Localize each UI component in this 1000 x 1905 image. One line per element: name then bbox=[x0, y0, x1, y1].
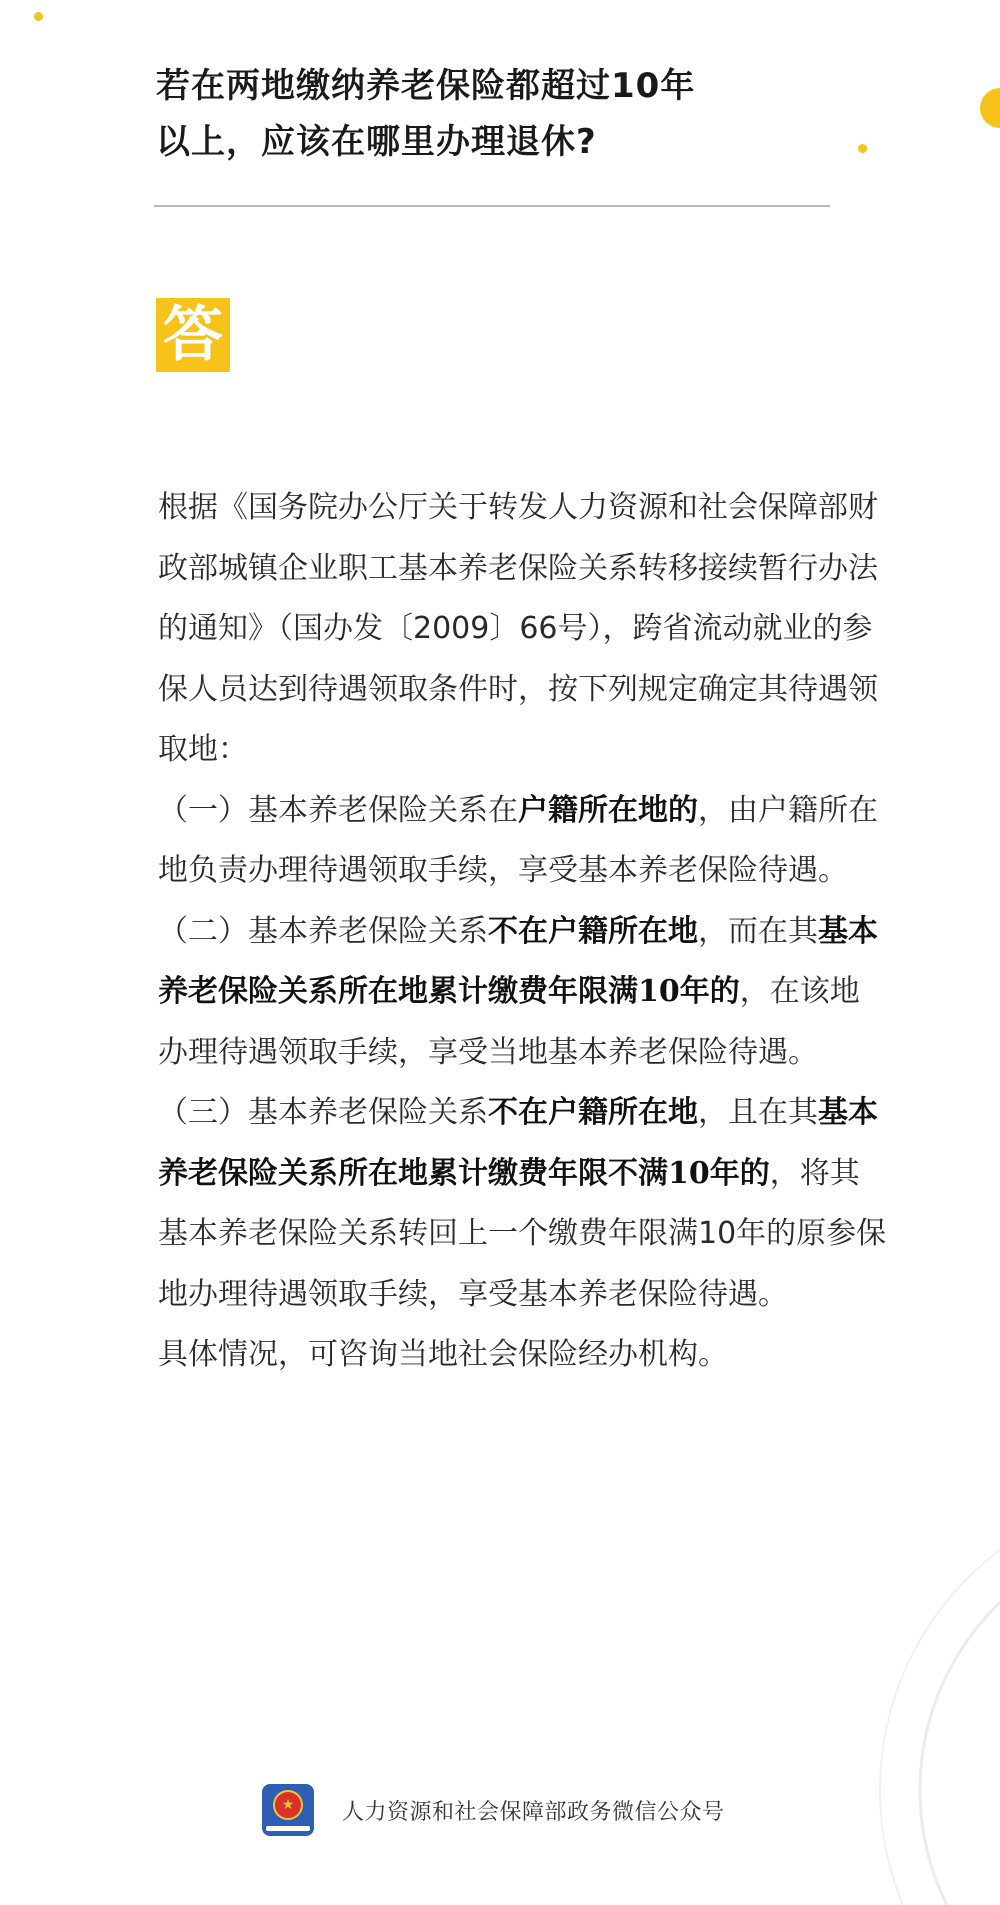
answer-body bbox=[158, 478, 888, 1386]
title-line-1: 若在两地缴纳养老保险都超过10年 bbox=[156, 66, 696, 106]
decorative-dot-small-right bbox=[858, 144, 867, 153]
intro-paragraph: 根据《国务院办公厅关于转发人力资源和社会保障部财政部城镇企业职工基本养老保险关系转移接续暂行办法的通知》（国办发〔2009〕66号），跨省流动就业的参保人员达到待遇领取条件时，按下列规定确定其待遇领取地： bbox=[158, 490, 878, 767]
decorative-dot-small-top-left bbox=[34, 12, 43, 21]
rule-3-prefix: （三）基本养老保险关系 bbox=[158, 1095, 488, 1130]
source-label: 人力资源和社会保障部政务微信公众号 bbox=[342, 1799, 725, 1825]
rule-item-2 bbox=[158, 902, 888, 1084]
rule-1-rest: ，由户籍所在地负责办理待遇领取手续，享受基本养老保险待遇。 bbox=[158, 792, 878, 888]
rule-2-prefix: （二）基本养老保险关系 bbox=[158, 913, 488, 949]
rule-1-prefix: （一）基本养老保险关系在 bbox=[158, 792, 518, 828]
rule-1-emphasis: 户籍所在地的 bbox=[518, 792, 698, 828]
rule-3-mid: ，且在其 bbox=[698, 1095, 818, 1130]
title-line-2: 以上，应该在哪里办理退休? bbox=[156, 122, 597, 162]
rule-2-mid: ，而在其 bbox=[698, 913, 818, 949]
rule-3-rest: ，将其基本养老保险关系转回上一个缴费年限满10年的原参保地办理待遇领取手续，享受基本养老保险待遇。 bbox=[158, 1155, 887, 1312]
national-emblem-icon: ★ bbox=[262, 1784, 314, 1836]
decorative-dot-large-right bbox=[980, 88, 1000, 128]
closing-paragraph: 具体情况，可咨询当地社会保险经办机构。 bbox=[158, 1337, 728, 1372]
source-footer bbox=[262, 1783, 725, 1837]
rule-item-1 bbox=[158, 781, 888, 902]
rule-3-emphasis-2: 基本养老保险关系所在地累计缴费年限不满10年的 bbox=[158, 1095, 878, 1191]
rule-item-3 bbox=[158, 1083, 888, 1325]
answer-badge: 答 bbox=[156, 298, 230, 372]
page-title bbox=[156, 58, 856, 170]
rule-3-emphasis-1: 不在户籍所在地 bbox=[488, 1095, 698, 1130]
rule-2-emphasis-1: 不在户籍所在地 bbox=[488, 913, 698, 949]
rule-2-rest: ，在该地办理待遇领取手续，享受当地基本养老保险待遇。 bbox=[158, 974, 860, 1070]
title-divider bbox=[154, 205, 830, 207]
rule-2-emphasis-2: 基本养老保险关系所在地累计缴费年限满10年的 bbox=[158, 913, 878, 1009]
